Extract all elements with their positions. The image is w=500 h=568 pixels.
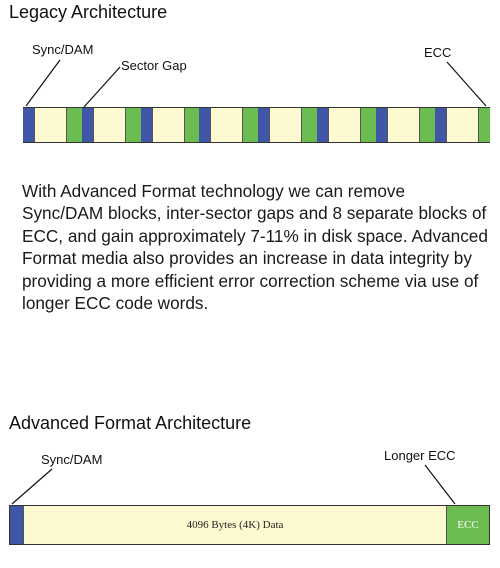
af-sync-dam-label: Sync/DAM <box>41 452 103 467</box>
legacy-sync-dam-label: Sync/DAM <box>32 42 94 57</box>
legacy-architecture-title: Legacy Architecture <box>9 2 168 22</box>
legacy-ecc-label: ECC <box>424 45 452 60</box>
advanced-format-title: Advanced Format Architecture <box>9 413 252 433</box>
af-sync-dam-leader-line <box>12 469 52 504</box>
af-ecc-block <box>447 506 489 544</box>
description-paragraph: With Advanced Format technology we can remove Sync/DAM blocks, inter-sector gaps and 8 separate blocks of ECC, and gain approximately 7-11% in disk space. Advanced Format media also provides an increase in data integrity by providing a more efficient error correction scheme via use of longer ECC code words. <box>22 181 488 314</box>
af-longer-ecc-leader-line <box>425 465 455 504</box>
af-data-label: 4096 Bytes (4K) Data <box>186 519 284 531</box>
legacy-sector-gap-label: Sector Gap <box>121 58 187 73</box>
af-longer-ecc-label: Longer ECC <box>384 448 456 463</box>
af-data-block <box>23 506 447 544</box>
af-ecc-label: ECC <box>457 519 479 531</box>
af-sync-dam-block <box>10 506 23 544</box>
af-sector-strip <box>9 505 490 545</box>
